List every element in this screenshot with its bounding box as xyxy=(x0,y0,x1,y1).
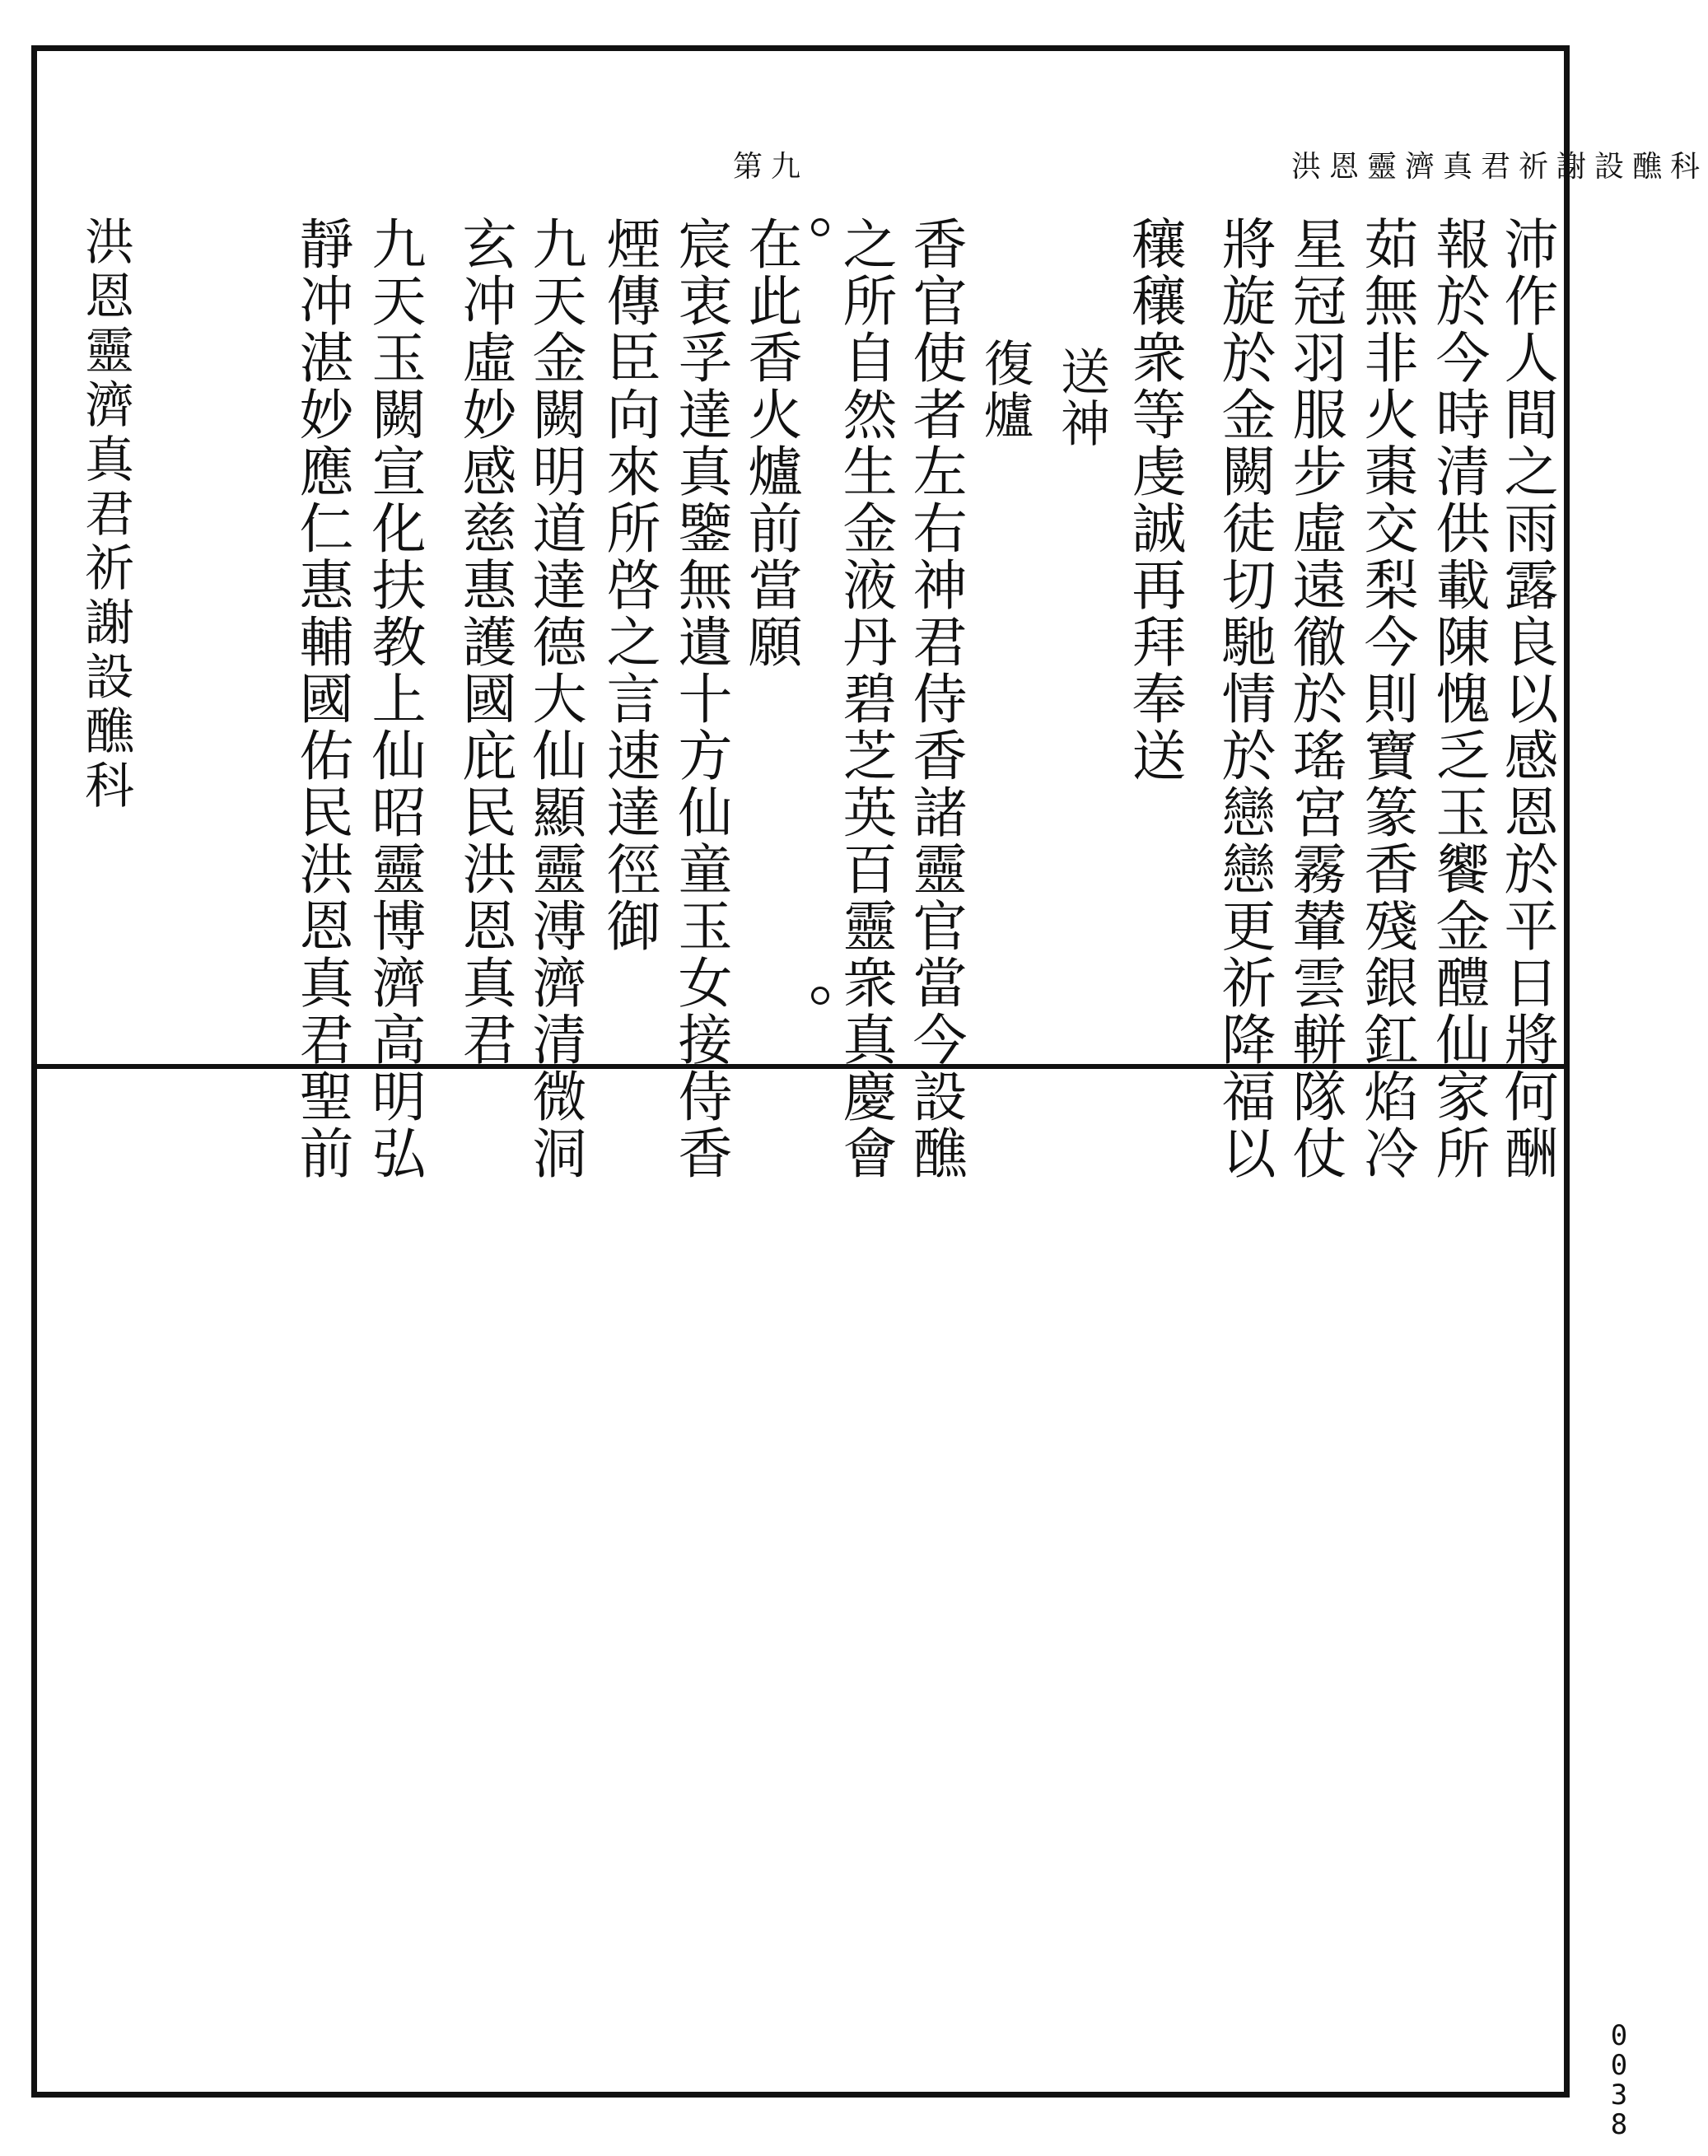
text-column-4: 星冠羽服步虛遠徹於瑤宮霧輦雲軿隊仗 xyxy=(1283,216,1346,1182)
text-column-7: 送神 xyxy=(1052,346,1110,450)
text-column-9: 香官使者左右神君侍香諸靈官當今設醮 xyxy=(903,216,967,1182)
running-header: 洪恩靈濟真君祈謝設醮科 xyxy=(1291,150,1708,184)
text-column-8: 復爐 xyxy=(976,338,1034,441)
text-column-17: 靜冲湛妙應仁惠輔國佑民洪恩真君聖前 xyxy=(290,216,353,1182)
text-column-1: 沛作人間之雨露良以感恩於平日將何酬 xyxy=(1495,216,1558,1182)
text-column-2: 報於今時清供載陳愧乏玉饗金醴仙家所 xyxy=(1426,216,1490,1182)
text-column-10: 之所自然生金液丹碧芝英百靈衆真慶會 xyxy=(833,216,897,1182)
text-column-14: 九天金闕明道達德大仙顯靈溥濟清微洞 xyxy=(523,216,586,1182)
text-column-5: 將旋於金闕徒切馳情於戀戀更祈降福以 xyxy=(1212,216,1276,1182)
text-column-11: 在此香火爐前當願 xyxy=(739,216,802,670)
text-column-12: 宸衷孚達真鑒無遺十方仙童玉女接侍香 xyxy=(669,216,732,1182)
page-number: 0038 xyxy=(1610,2019,1628,2141)
circle-marker-lower xyxy=(811,987,829,1005)
text-column-16: 九天玉闕宣化扶教上仙昭靈博濟高明弘 xyxy=(362,216,426,1182)
circle-marker-upper xyxy=(811,218,829,236)
text-column-3: 茹無非火棗交梨今則寶篆香殘銀釭焰冷 xyxy=(1355,216,1418,1182)
side-title: 洪恩靈濟真君祈謝設醮科 xyxy=(77,216,134,814)
chapter-label: 第九 xyxy=(733,150,810,184)
text-column-15: 玄冲虛妙感慈惠護國庇民洪恩真君 xyxy=(453,216,516,1068)
text-column-13: 煙傳臣向來所啓之言速達徑御 xyxy=(597,216,660,954)
text-column-6: 穰穰衆等虔誠再拜奉送 xyxy=(1122,216,1186,784)
